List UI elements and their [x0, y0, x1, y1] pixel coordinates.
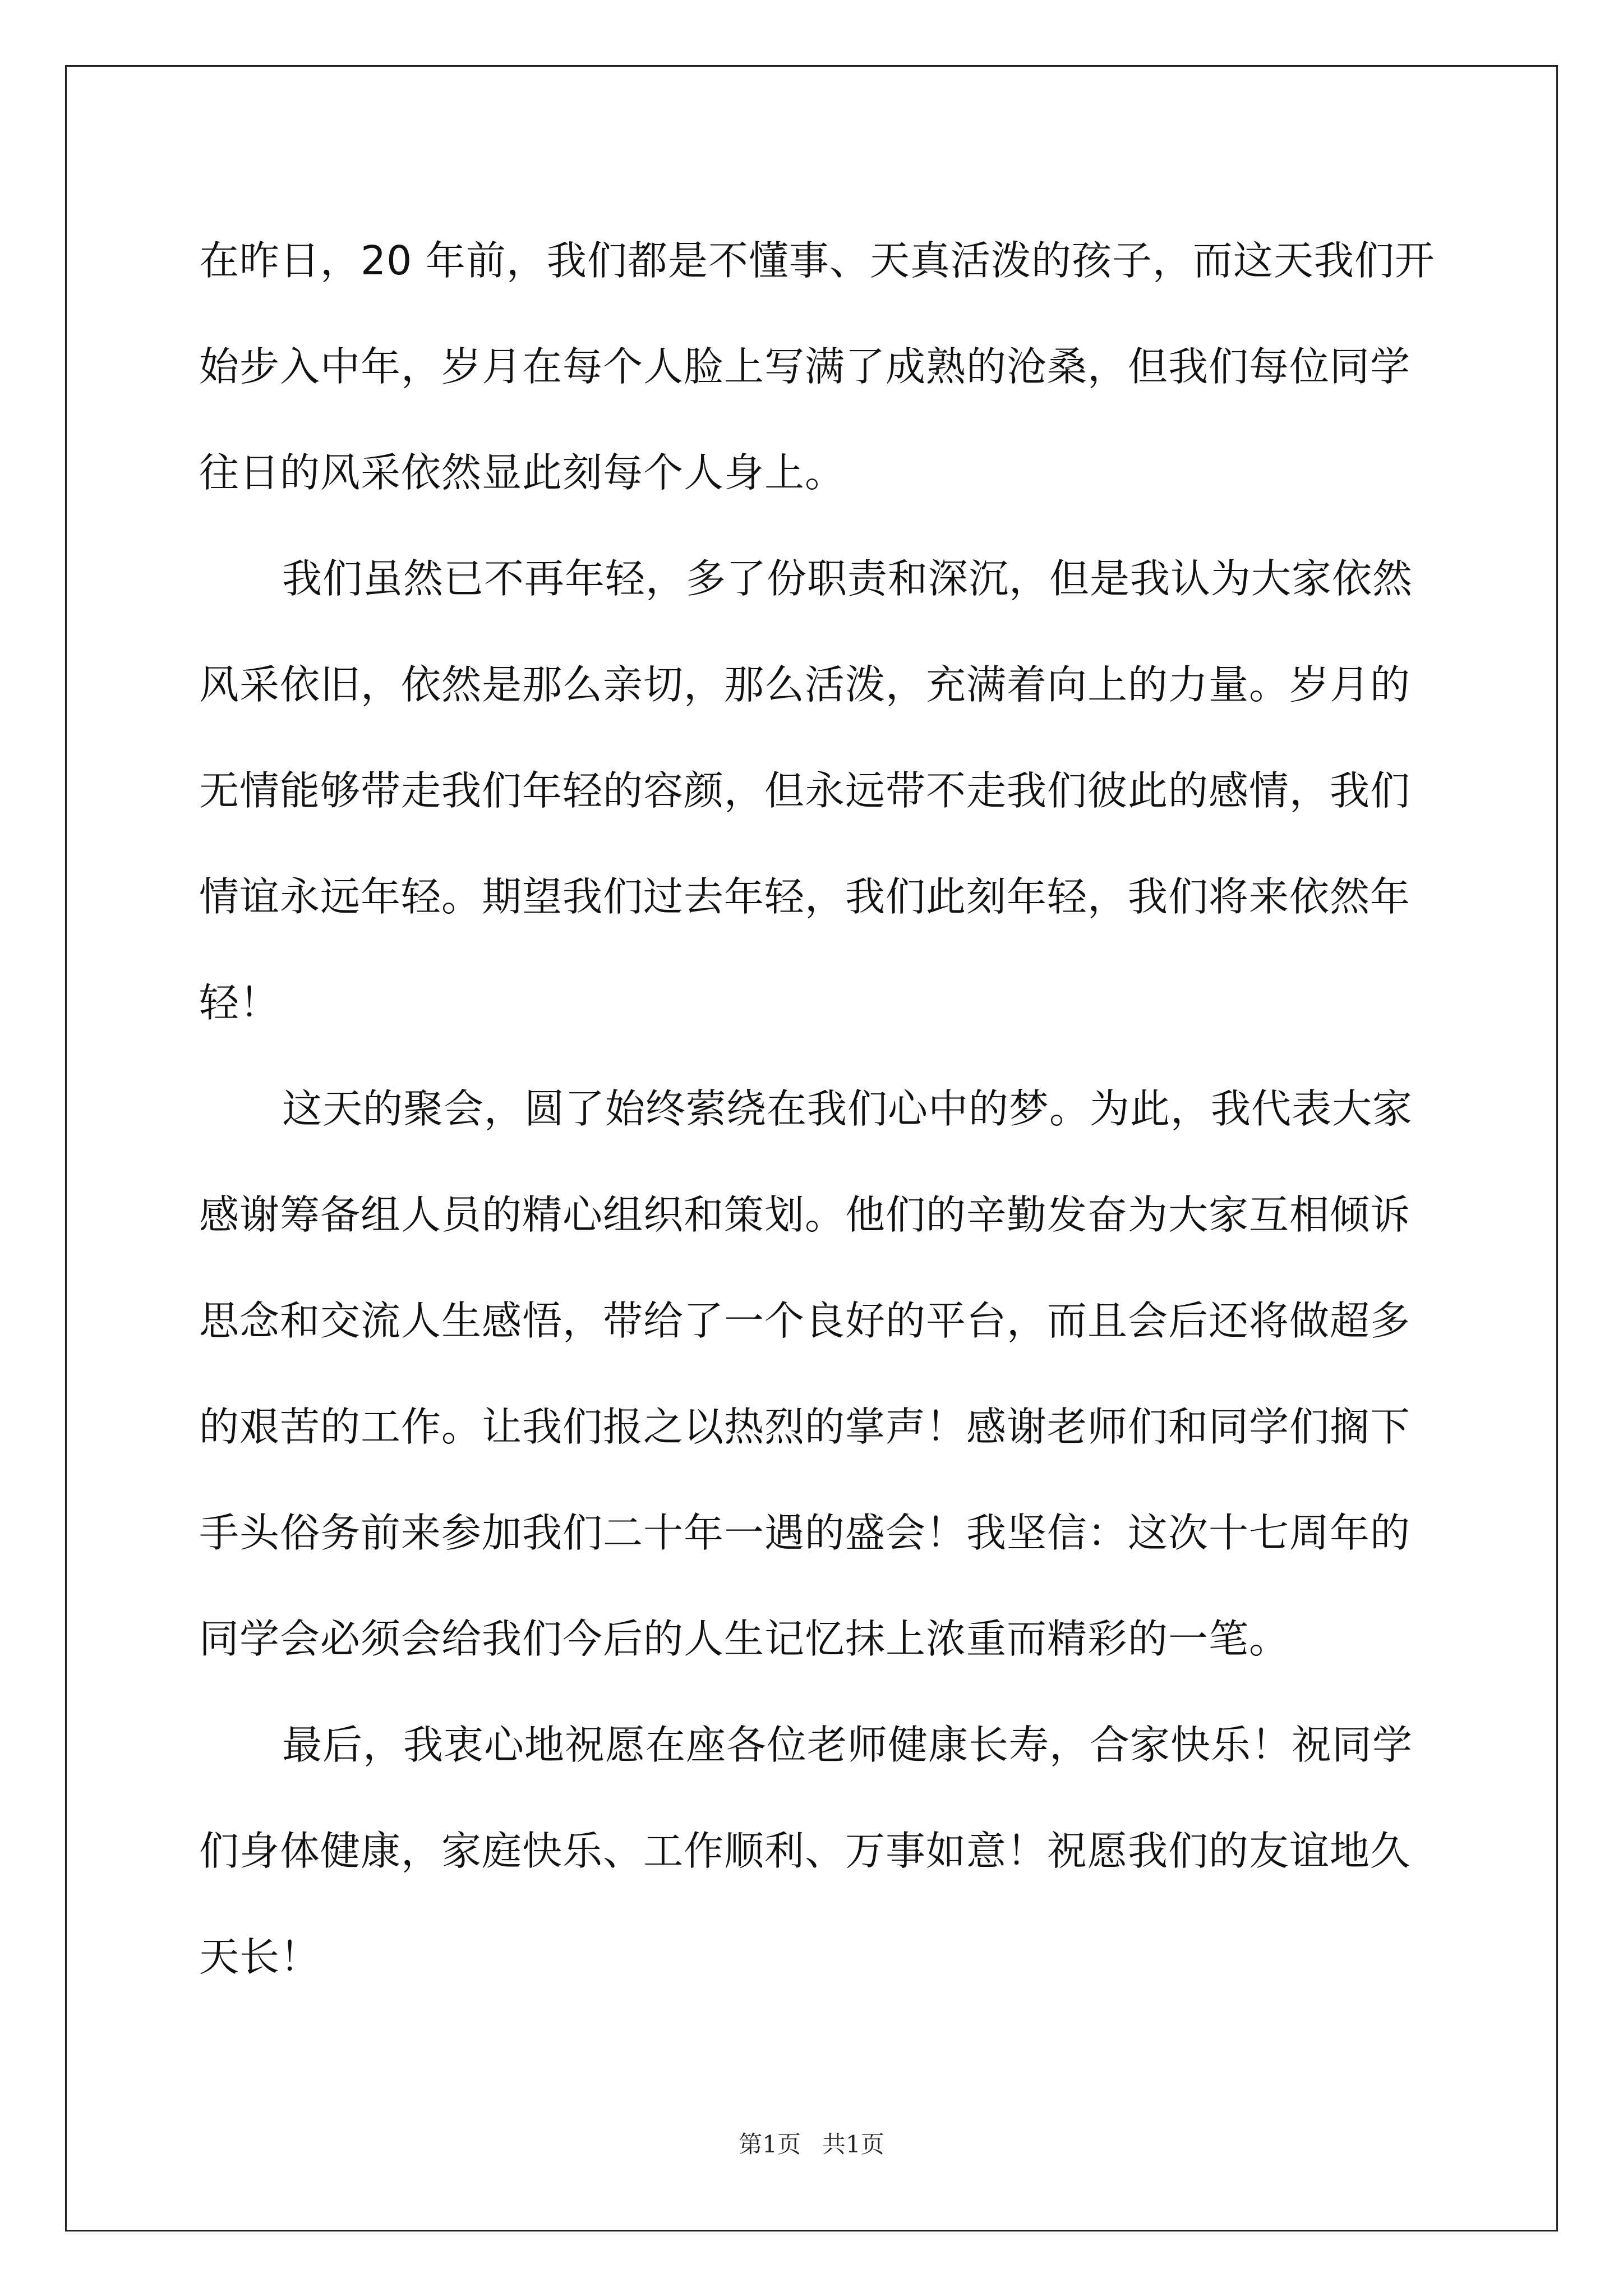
paragraph-1	[199, 208, 1438, 526]
paragraph-line: 往日的风采依然显此刻每个人身上。	[199, 449, 846, 496]
paragraph-line: 思念和交流人生感悟，带给了一个良好的平台，而且会后还将做超多	[199, 1297, 1411, 1344]
page-number: 第1页	[739, 2131, 801, 2158]
paragraph-line: 情谊永远年轻。期望我们过去年轻，我们此刻年轻，我们将来依然年	[199, 873, 1411, 920]
paragraph-line: 的艰苦的工作。让我们报之以热烈的掌声！感谢老师们和同学们搁下	[199, 1404, 1411, 1450]
paragraph-line: 无情能够带走我们年轻的容颜，但永远带不走我们彼此的感情，我们	[199, 767, 1411, 814]
paragraph-line: 们身体健康，家庭快乐、工作顺利、万事如意！祝愿我们的友谊地久	[199, 1828, 1411, 1874]
paragraph-4	[199, 1692, 1438, 2010]
paragraph-line: 最后，我衷心地祝愿在座各位老师健康长寿，合家快乐！祝同学	[282, 1722, 1413, 1768]
paragraph-line: 我们虽然已不再年轻，多了份职责和深沉，但是我认为大家依然	[282, 555, 1413, 602]
paragraph-line: 始步入中年，岁月在每个人脸上写满了成熟的沧桑，但我们每位同学	[199, 343, 1411, 390]
paragraph-line: 手头俗务前来参加我们二十年一遇的盛会！我坚信：这次十七周年的	[199, 1510, 1411, 1556]
paragraph-line: 轻！	[199, 979, 280, 1026]
page-total: 共1页	[822, 2131, 884, 2158]
page-footer	[0, 2126, 1623, 2160]
paragraph-line: 同学会必须会给我们今后的人生记忆抹上浓重而精彩的一笔。	[199, 1616, 1290, 1662]
paragraph-line: 在昨日，20 年前，我们都是不懂事、天真活泼的孩子，而这天我们开	[199, 237, 1435, 284]
paragraph-line: 风采依旧，依然是那么亲切，那么活泼，充满着向上的力量。岁月的	[199, 661, 1411, 708]
paragraph-3	[199, 1056, 1438, 1692]
paragraph-line: 这天的聚会，圆了始终萦绕在我们心中的梦。为此，我代表大家	[282, 1085, 1413, 1132]
document-body	[199, 208, 1438, 2010]
paragraph-2	[199, 526, 1438, 1056]
paragraph-line: 感谢筹备组人员的精心组织和策划。他们的辛勤发奋为大家互相倾诉	[199, 1191, 1411, 1238]
paragraph-line: 天长！	[199, 1934, 321, 1980]
